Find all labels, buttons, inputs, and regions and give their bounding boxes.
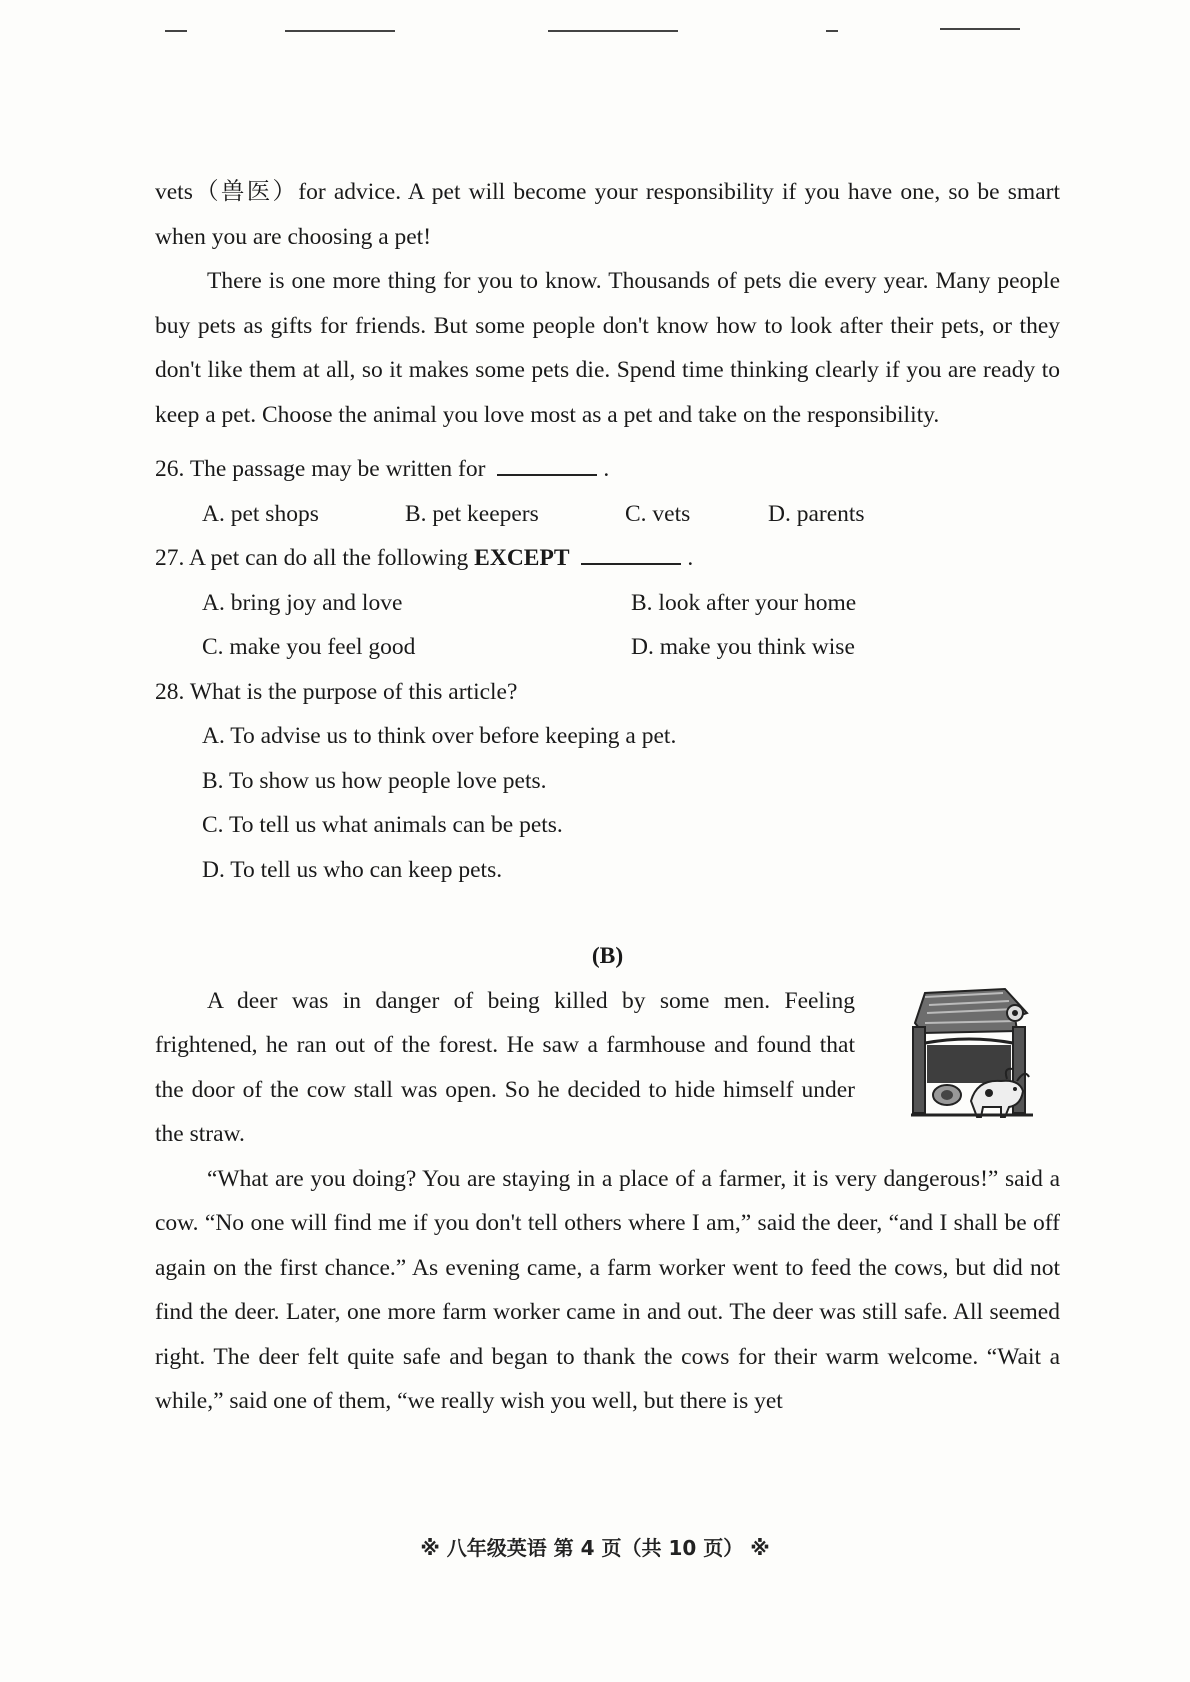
question-text: A pet can do all the following <box>188 545 469 571</box>
passage-paragraph: A deer was in danger of being killed by some men. Feeling frightened, he ran out of the forest. He saw a farmhouse and found that the door of the cow stall was open. So he decided to hide himself under the straw. <box>155 987 855 1147</box>
passage-paragraph: “What are you doing? You are staying in a place of a farmer, it is very dangerous!” said a cow. “No one will find me if you don't tell others where I am,” said the deer, “and I shall be off again on the first chance.” As evening came, a farm worker went to feed the cows, but did not find the deer. Later, one more farm worker came in and out. The deer was still safe. All seemed right. The deer felt quite safe and began to thank the cows for their warm welcome. “Wait a while,” said one of them, “we really wish you well, but there is yet <box>155 1165 1060 1414</box>
option-b: B. pet keepers <box>405 500 539 527</box>
option-a: A. bring joy and love <box>202 589 403 616</box>
option-b: B. look after your home <box>631 589 857 616</box>
option-b: B. To show us how people love pets. <box>202 767 547 794</box>
option-d: D. To tell us who can keep pets. <box>202 856 503 883</box>
header-rule <box>940 28 1020 30</box>
question-stem: 27. A pet can do all the following EXCEPT . <box>155 545 694 571</box>
option-row <box>155 581 1060 626</box>
answer-blank <box>581 543 681 565</box>
exam-page <box>155 170 1060 1424</box>
option-c: C. To tell us what animals can be pets. <box>202 812 563 838</box>
question-text: The passage may be written for <box>189 456 486 482</box>
passage-paragraph: vets（兽医）for advice. A pet will become your responsibility if you have one, so be smart when you are choosing a pet! <box>155 179 1060 250</box>
question-number: 28. <box>155 678 185 705</box>
option-d: D. make you think wise <box>631 634 855 660</box>
question-number: 27. <box>155 545 185 571</box>
question-stem: 26. The passage may be written for . <box>155 456 610 482</box>
section-heading: (B) <box>591 943 624 969</box>
option-a: A. pet shops <box>202 500 319 527</box>
answer-blank <box>497 454 597 476</box>
passage-paragraph: There is one more thing for you to know. Thousands of pets die every year. Many people buy pets as gifts for friends. But some people don't know how to look after their pets, or they don't like them at all, so it makes some pets die. Spend time thinking clearly if you are ready to keep a pet. Choose the animal you love most as a pet and take on the responsibility. <box>155 268 1060 428</box>
option-c: C. vets <box>625 500 691 527</box>
page-footer: ※ 八年级英语 第 4 页（共 10 页） ※ <box>420 1536 770 1560</box>
header-rule <box>548 30 678 32</box>
section-b-passage <box>155 979 1060 1424</box>
question-27 <box>155 536 1060 670</box>
question-26 <box>155 447 1060 536</box>
header-rule <box>826 30 838 32</box>
option-c: C. make you feel good <box>202 634 416 660</box>
option-a: A. To advise us to think over before keeping a pet. <box>202 723 677 749</box>
question-stem <box>155 670 1060 715</box>
option-row <box>155 492 1060 537</box>
except-keyword: EXCEPT <box>474 545 570 571</box>
question-28 <box>155 670 1060 893</box>
cow-stall-illustration <box>905 983 1040 1123</box>
question-number: 26. <box>155 456 185 482</box>
option-d: D. parents <box>768 500 865 527</box>
question-text: What is the purpose of this article? <box>189 678 518 705</box>
header-rule <box>165 30 187 32</box>
option-row <box>155 625 1060 670</box>
header-rule <box>285 30 395 32</box>
